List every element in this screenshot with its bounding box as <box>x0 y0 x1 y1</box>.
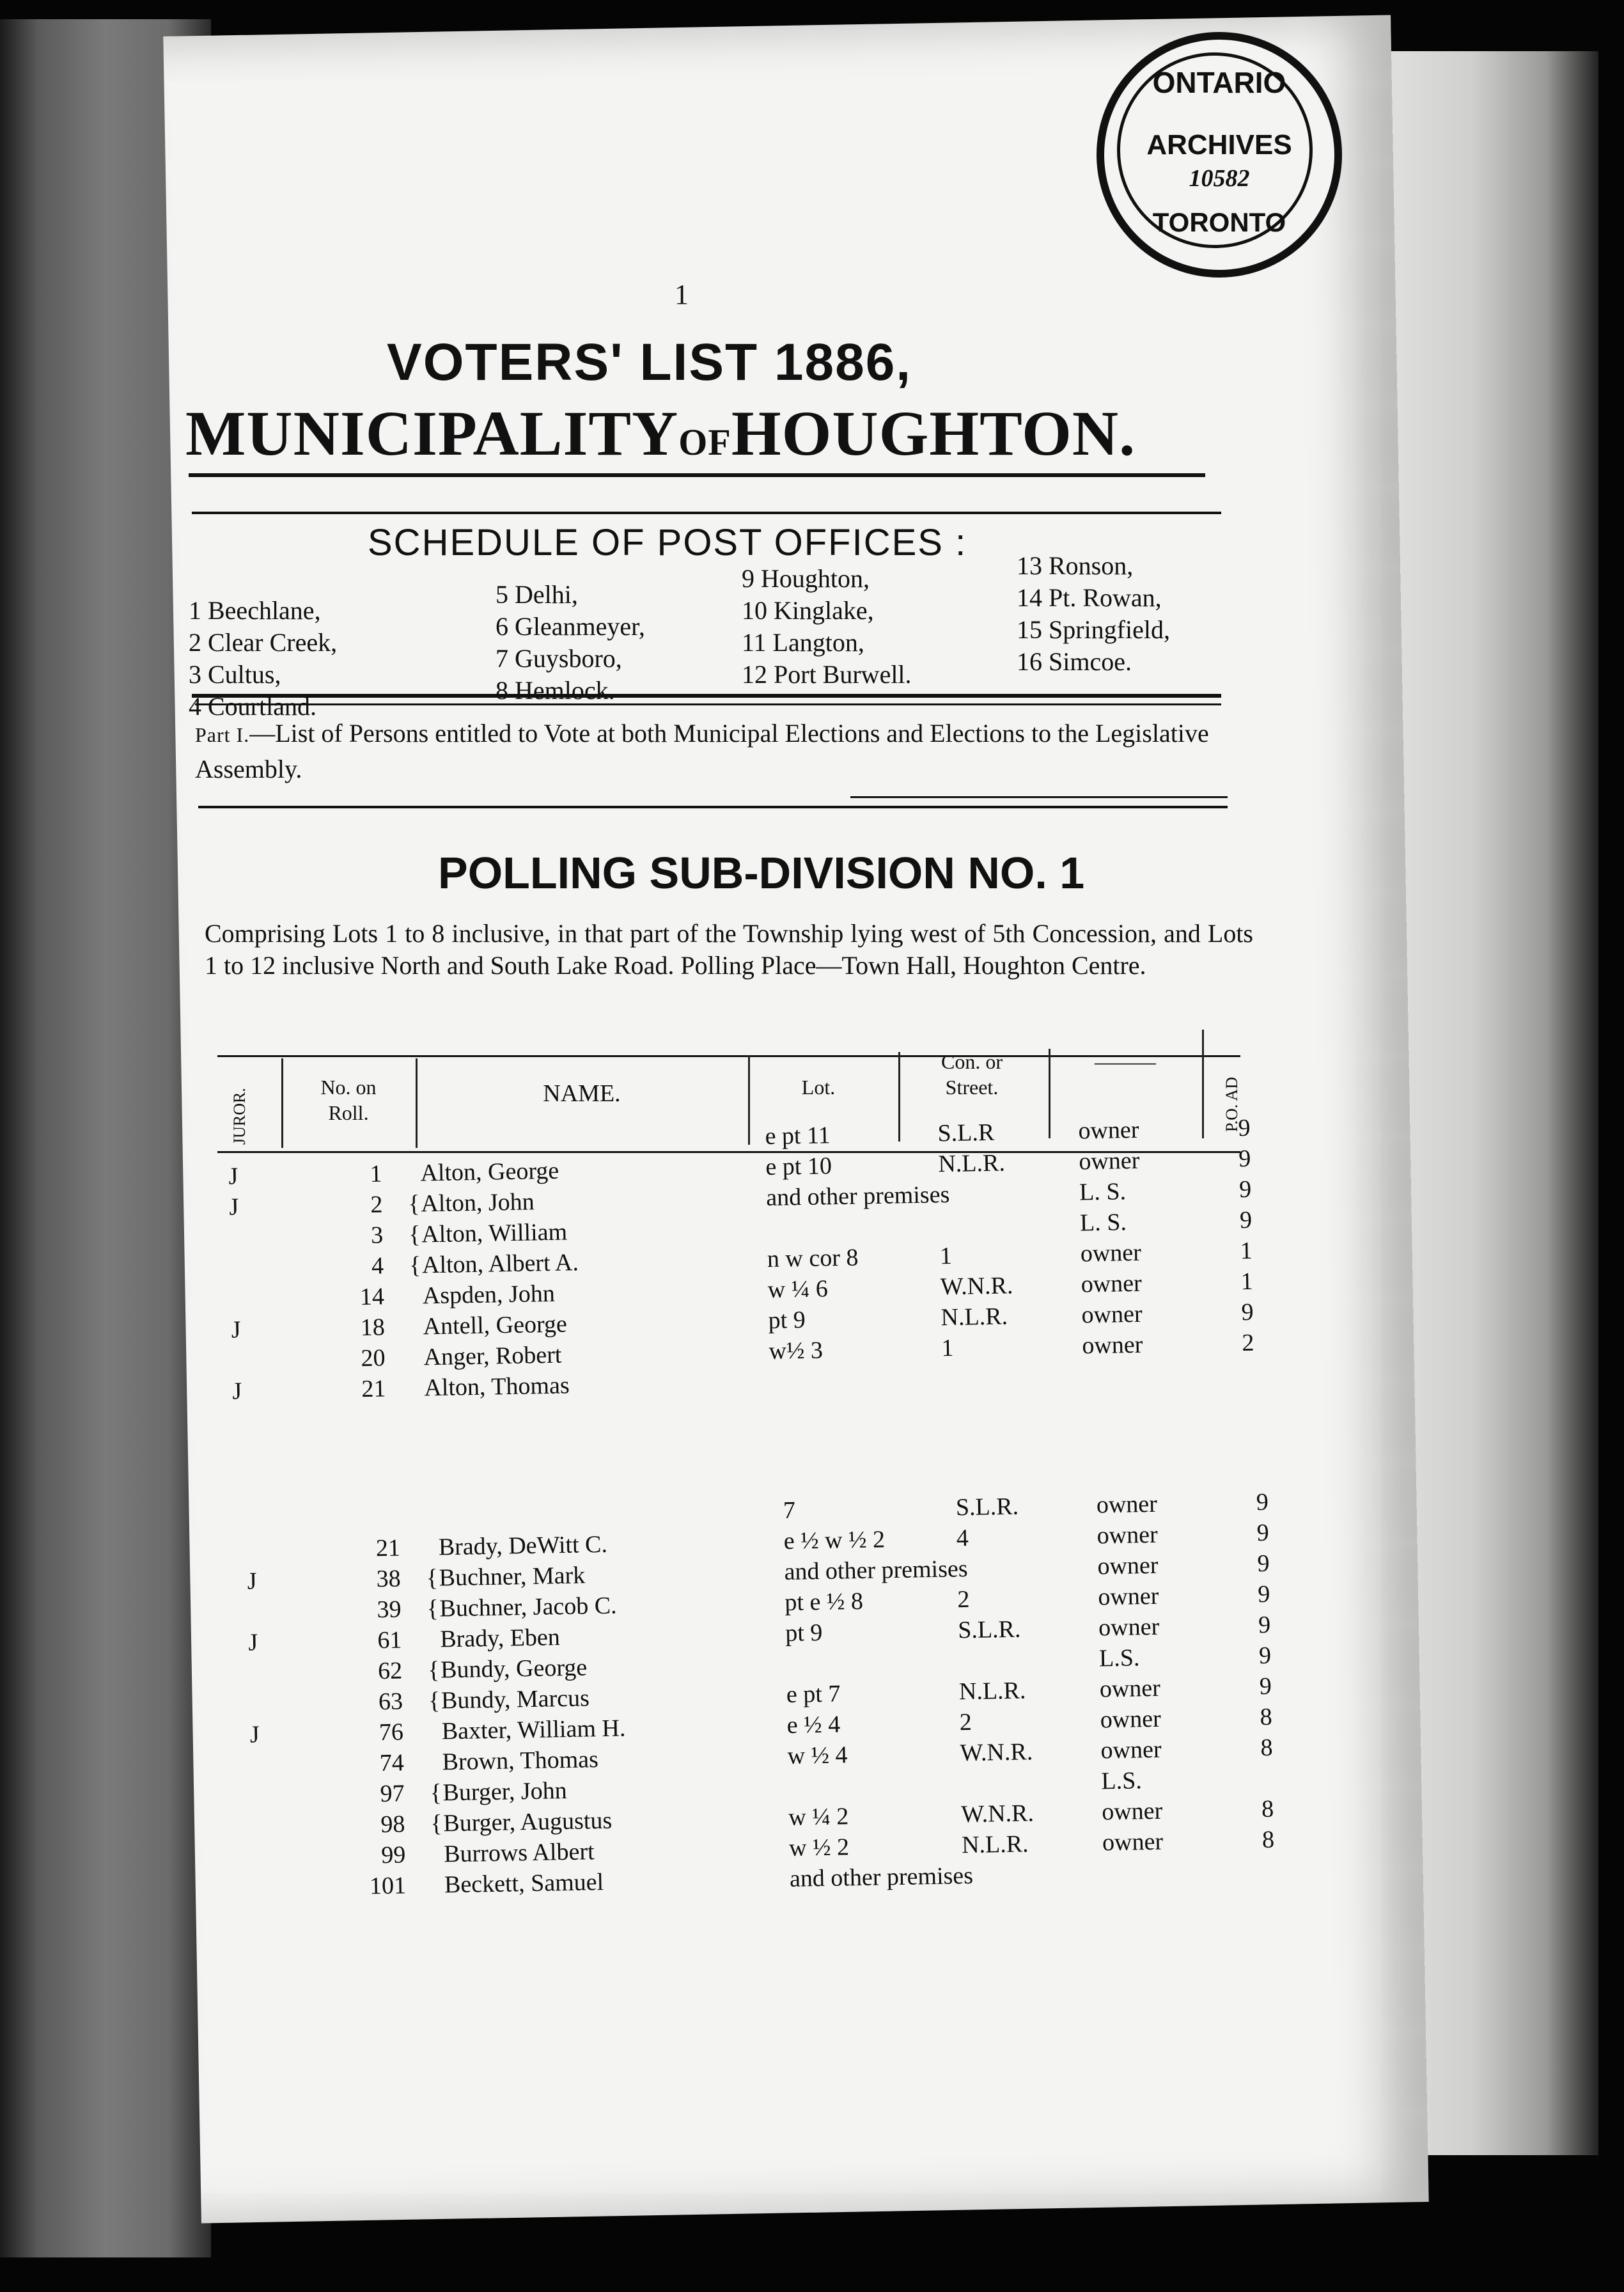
status-cell: L. S. <box>1079 1178 1127 1206</box>
con-street-cell: 2 <box>957 1585 970 1613</box>
lot-cell: e ½ 4 <box>786 1711 841 1739</box>
voter-name-cell: Antell, George <box>423 1310 568 1340</box>
post-office-item: 14 Pt. Rowan, <box>1017 583 1162 612</box>
post-office-cell: 1 <box>1240 1268 1254 1296</box>
roll-number-cell: 61 <box>377 1626 402 1654</box>
status-cell: L.S. <box>1101 1767 1143 1795</box>
roll-number-cell: 76 <box>379 1718 404 1746</box>
title-rule <box>189 473 1205 477</box>
post-office-item: 1 Beechlane, <box>189 596 321 625</box>
lot-cell: and other premises <box>784 1555 968 1586</box>
status-cell: owner <box>1100 1705 1162 1734</box>
roll-number-cell: 101 <box>369 1872 407 1900</box>
voter-name-cell: Buchner, Jacob C. <box>439 1592 617 1622</box>
status-cell: owner <box>1080 1239 1142 1268</box>
part-label: Part I. <box>195 723 250 746</box>
roll-number-cell: 38 <box>376 1565 402 1593</box>
column-con-line2: Street. <box>945 1076 999 1099</box>
post-office-cell: 9 <box>1259 1672 1272 1700</box>
voter-name-cell: Bundy, George <box>440 1654 588 1684</box>
con-street-cell: W.N.R. <box>960 1800 1035 1828</box>
roll-number-cell: 4 <box>371 1252 384 1280</box>
post-office-item: 13 Ronson, <box>1017 551 1134 580</box>
juror-cell: J <box>228 1163 238 1190</box>
post-office-item: 16 Simcoe. <box>1017 647 1132 676</box>
post-office-cell: 9 <box>1258 1642 1272 1670</box>
post-office-cell: 9 <box>1256 1519 1270 1547</box>
brace-mark: { <box>426 1595 439 1622</box>
stamp-middle-text: ARCHIVES <box>1146 129 1292 161</box>
roll-number-cell: 20 <box>361 1344 386 1372</box>
con-street-cell: N.L.R. <box>958 1677 1026 1706</box>
roll-number-cell: 62 <box>377 1657 403 1685</box>
roll-number-cell: 3 <box>370 1221 384 1249</box>
roll-number-cell: 14 <box>359 1283 385 1311</box>
juror-cell: J <box>248 1629 258 1656</box>
title-municipality-word: MUNICIPALITY <box>185 398 679 469</box>
post-office-cell: 8 <box>1261 1826 1275 1854</box>
status-cell: owner <box>1102 1828 1164 1856</box>
voters-table-group-2 <box>233 1487 1340 1905</box>
post-office-item: 7 Guysboro, <box>496 644 622 673</box>
post-office-cell: 9 <box>1238 1114 1251 1142</box>
status-cell: L.S. <box>1098 1644 1140 1672</box>
part-text: —List of Persons entitled to Vote at both Municipal Elections and Elections to the Legislative Assembly. <box>195 719 1209 783</box>
brace-mark: { <box>426 1564 439 1592</box>
status-cell: L. S. <box>1079 1209 1127 1237</box>
column-con-or-street <box>908 1049 1036 1100</box>
status-cell: owner <box>1097 1521 1159 1550</box>
voter-name-cell: Aspden, John <box>422 1280 556 1310</box>
column-con-line1: Con. or <box>941 1050 1003 1073</box>
lot-cell: and other premises <box>765 1181 950 1212</box>
con-street-cell: 1 <box>939 1242 953 1270</box>
voter-name-cell: Alton, John <box>421 1188 535 1218</box>
lot-cell: e pt 10 <box>765 1152 832 1181</box>
brace-mark: { <box>427 1656 440 1684</box>
schedule-rule-lower <box>195 703 1221 705</box>
lot-cell: pt e ½ 8 <box>785 1587 864 1617</box>
roll-number-cell: 21 <box>375 1534 401 1562</box>
post-office-item: 6 Gleanmeyer, <box>496 612 645 641</box>
status-cell: owner <box>1079 1147 1140 1175</box>
status-cell: owner <box>1097 1551 1159 1580</box>
post-office-cell: 9 <box>1257 1580 1270 1608</box>
roll-number-cell: 1 <box>370 1160 382 1188</box>
title-voters-list: VOTERS' LIST 1886, <box>387 333 912 391</box>
brace-mark: { <box>408 1190 420 1218</box>
juror-cell: J <box>249 1721 260 1748</box>
roll-number-cell: 18 <box>360 1314 386 1342</box>
post-office-cell: 9 <box>1238 1175 1252 1204</box>
lot-cell: w ½ 2 <box>788 1833 850 1862</box>
post-office-column-4 <box>1017 550 1170 678</box>
roll-number-cell: 97 <box>380 1780 405 1808</box>
voter-name-cell: Alton, William <box>421 1218 568 1248</box>
archives-stamp <box>1097 32 1342 278</box>
voter-name-cell: Burger, Augustus <box>443 1807 613 1837</box>
voter-name-cell: Bundy, Marcus <box>441 1684 590 1715</box>
part-rule-short <box>850 796 1228 798</box>
lot-cell: w ¼ 6 <box>767 1275 829 1303</box>
lot-cell: e pt 7 <box>786 1680 841 1708</box>
lot-cell: pt 9 <box>785 1619 823 1647</box>
status-cell: owner <box>1098 1582 1159 1611</box>
brace-mark: { <box>430 1779 442 1807</box>
con-street-cell: S.L.R. <box>957 1615 1021 1644</box>
roll-number-cell: 74 <box>379 1749 405 1777</box>
voter-name-cell: Alton, George <box>420 1157 559 1187</box>
lot-cell: e pt 11 <box>765 1122 831 1150</box>
lot-cell: 7 <box>783 1496 796 1525</box>
stamp-number: 10582 <box>1189 165 1250 192</box>
status-cell: owner <box>1098 1613 1160 1642</box>
part-rule <box>198 806 1228 808</box>
title-houghton-word: HOUGHTON. <box>731 398 1136 469</box>
lot-cell: w ½ 4 <box>787 1741 848 1770</box>
lot-cell: w½ 3 <box>769 1337 824 1365</box>
voters-table-group-1 <box>215 1113 1319 1408</box>
brace-mark: { <box>409 1252 421 1279</box>
post-office-column-3 <box>742 563 912 691</box>
con-street-cell: N.L.R. <box>961 1830 1029 1859</box>
stamp-bottom-text: TORONTO <box>1152 207 1286 237</box>
post-office-cell: 9 <box>1238 1145 1251 1173</box>
comprising-text: Comprising Lots 1 to 8 inclusive, in that part of the Township lying west of 5th Concession, and Lots 1 to 12 inclusive North and South Lake Road. Polling Place—Town Hall, Houghton Centre. <box>205 919 1253 980</box>
status-cell: owner <box>1099 1674 1161 1703</box>
brace-mark: { <box>430 1810 443 1837</box>
post-office-cell: 8 <box>1260 1734 1273 1762</box>
roll-number-cell: 99 <box>380 1841 406 1869</box>
con-street-cell: S.L.R. <box>955 1493 1019 1521</box>
post-office-cell: 1 <box>1240 1237 1253 1265</box>
voter-name-cell: Buchner, Mark <box>439 1562 586 1592</box>
lot-cell: and other premises <box>789 1862 974 1892</box>
roll-number-cell: 98 <box>380 1810 405 1839</box>
juror-cell: J <box>247 1567 257 1595</box>
column-blank: ——— <box>1095 1050 1156 1073</box>
status-cell: owner <box>1078 1116 1139 1145</box>
post-office-column-2 <box>496 579 645 707</box>
post-office-cell: 9 <box>1258 1611 1271 1639</box>
roll-number-cell: 2 <box>370 1191 383 1218</box>
column-name: NAME. <box>543 1080 621 1107</box>
post-office-item: 4 Courtland. <box>189 692 316 721</box>
voter-name-cell: Burrows Albert <box>443 1838 595 1868</box>
voter-name-cell: Brady, Eben <box>440 1624 561 1653</box>
status-cell: owner <box>1082 1331 1143 1360</box>
post-office-item: 9 Houghton, <box>742 564 870 593</box>
lot-cell: w ¼ 2 <box>788 1803 849 1831</box>
title-municipality <box>185 396 1136 470</box>
page-number: 1 <box>675 279 689 310</box>
post-office-cell: 9 <box>1257 1550 1270 1578</box>
voter-name-cell: Baxter, William H. <box>441 1715 626 1745</box>
brace-mark: { <box>428 1687 441 1715</box>
column-juror: JUROR. <box>230 1088 249 1145</box>
part-one-description <box>195 716 1244 787</box>
lot-cell: pt 9 <box>768 1306 806 1334</box>
lot-cell: n w cor 8 <box>767 1244 859 1273</box>
stamp-top-text: ONTARIO <box>1152 66 1286 99</box>
juror-cell: J <box>232 1378 242 1405</box>
post-office-item: 11 Langton, <box>742 628 864 657</box>
juror-cell: J <box>231 1316 241 1344</box>
post-office-item: 12 Port Burwell. <box>742 660 912 689</box>
status-cell: owner <box>1100 1736 1162 1764</box>
column-no-on-roll-line2: Roll. <box>328 1101 369 1124</box>
con-street-cell: 2 <box>959 1708 972 1736</box>
schedule-rule <box>192 694 1221 698</box>
voter-name-cell: Beckett, Samuel <box>444 1869 604 1899</box>
status-cell: owner <box>1081 1300 1143 1329</box>
column-po: P.O. AD <box>1222 1077 1241 1132</box>
juror-cell: J <box>229 1193 239 1221</box>
roll-number-cell: 63 <box>378 1688 403 1716</box>
con-street-cell: S.L.R <box>937 1119 995 1147</box>
title-of-word: OF <box>678 421 731 463</box>
post-office-item: 8 Hemlock. <box>496 676 615 705</box>
post-office-item: 3 Cultus, <box>189 660 281 689</box>
status-cell: owner <box>1081 1269 1143 1298</box>
con-street-cell: W.N.R. <box>940 1272 1013 1301</box>
polling-subdivision-heading: POLLING SUB-DIVISION NO. 1 <box>438 848 1085 898</box>
post-office-cell: 8 <box>1260 1703 1273 1731</box>
con-street-cell: W.N.R. <box>960 1738 1033 1767</box>
post-office-cell: 9 <box>1239 1206 1253 1234</box>
title-rule-lower <box>192 512 1221 514</box>
con-street-cell: N.L.R. <box>941 1303 1008 1331</box>
voter-name-cell: Brown, Thomas <box>442 1746 599 1776</box>
voter-name-cell: Brady, DeWitt C. <box>438 1530 608 1561</box>
post-office-item: 15 Springfield, <box>1017 615 1170 644</box>
column-no-on-roll-line1: No. on <box>320 1076 377 1099</box>
status-cell: owner <box>1096 1490 1158 1519</box>
roll-number-cell: 39 <box>377 1596 402 1624</box>
post-office-item: 10 Kinglake, <box>742 596 874 625</box>
voter-name-cell: Burger, John <box>442 1777 568 1807</box>
post-office-item: 5 Delhi, <box>496 580 578 609</box>
post-office-item: 2 Clear Creek, <box>189 628 338 657</box>
schedule-heading: SCHEDULE OF POST OFFICES : <box>368 522 967 563</box>
voter-name-cell: Alton, Albert A. <box>421 1249 579 1279</box>
post-office-cell: 9 <box>1241 1298 1254 1326</box>
column-lot: Lot. <box>801 1076 836 1099</box>
post-office-cell: 2 <box>1241 1329 1254 1357</box>
brace-mark: { <box>408 1221 421 1248</box>
roll-number-cell: 21 <box>361 1375 386 1403</box>
voter-name-cell: Alton, Thomas <box>424 1372 570 1402</box>
con-street-cell: N.L.R. <box>938 1149 1006 1178</box>
post-office-cell: 9 <box>1256 1488 1269 1516</box>
con-street-cell: 1 <box>941 1334 954 1362</box>
con-street-cell: 4 <box>956 1524 969 1552</box>
status-cell: owner <box>1101 1797 1163 1826</box>
voter-name-cell: Anger, Robert <box>423 1341 562 1371</box>
lot-cell: e ½ w ½ 2 <box>783 1526 886 1555</box>
column-no-on-roll <box>294 1074 403 1126</box>
post-office-cell: 8 <box>1261 1795 1274 1823</box>
